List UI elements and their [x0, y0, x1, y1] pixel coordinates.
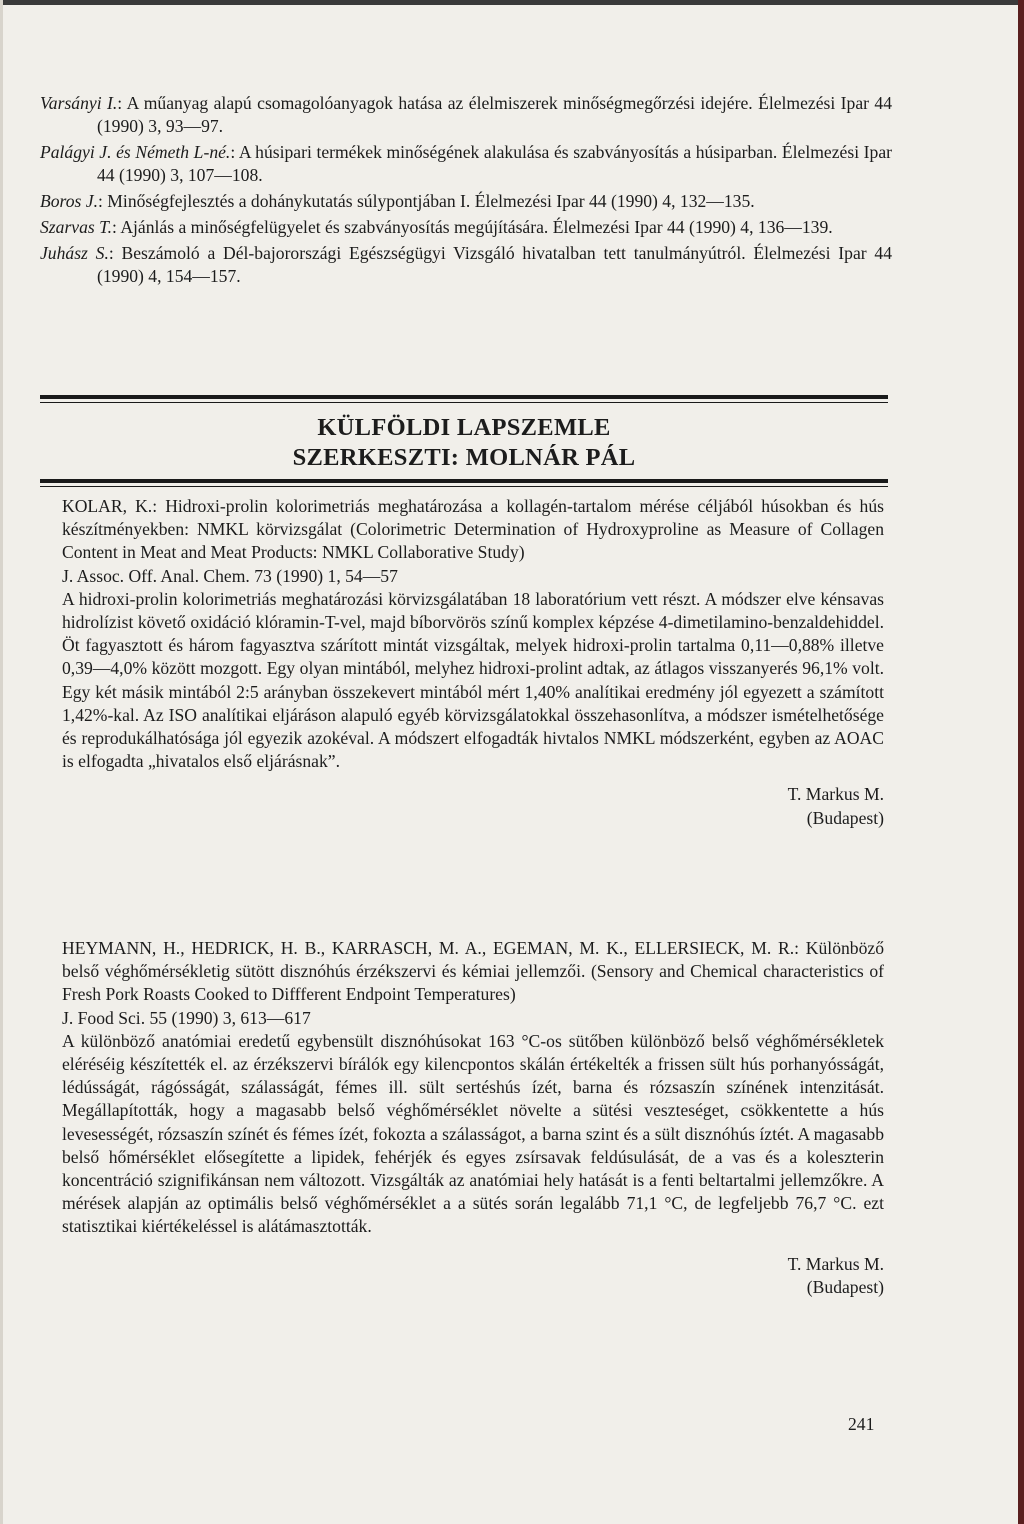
review-location: (Budapest): [806, 1276, 884, 1297]
banner-bottom-thin-rule: [40, 486, 888, 487]
reference-author: Varsányi I.: [40, 93, 118, 113]
banner-top-rule: [40, 395, 888, 399]
review-heading: KOLAR, K.: Hidroxi-prolin kolorimetriás meghatározása a kollagén-tartalom mérése céljából húsokban és hús készítményekben: NMKL körvizsgálat (Colorimetric Determination of Hydroxyproline as Measure of Collagen Content in Meat and Meat Products: NMKL Collaborative Study): [62, 496, 884, 563]
review-citation: J. Food Sci. 55 (1990) 3, 613—617: [62, 1007, 311, 1028]
scan-top-edge: [0, 0, 1024, 5]
review-citation: J. Assoc. Off. Anal. Chem. 73 (1990) 1, 54—57: [62, 565, 398, 586]
banner-top-thin-rule: [40, 402, 888, 403]
reference-item: [40, 190, 892, 213]
review-heading: HEYMANN, H., HEDRICK, H. B., KARRASCH, M. A., EGEMAN, M. K., ELLERSIECK, M. R.: Különböző belső véghőmérsékletig sütött disznóhús érzékszervi és kémiai jellemzői. (Sensory and Chemical characteristics of Fresh Pork Roasts Cooked to Diffferent Endpoint Temperatures): [62, 938, 884, 1005]
reference-item: [40, 141, 892, 187]
review-signature: T. Markus M.: [787, 1253, 884, 1274]
reference-author: Szarvas T.: [40, 217, 113, 237]
reference-list: [40, 92, 892, 291]
review-article: [62, 937, 884, 1299]
banner-bottom-rule: [40, 479, 888, 483]
section-editor: SZERKESZTI: MOLNÁR PÁL: [292, 444, 636, 471]
review-signature-block: [62, 1253, 884, 1299]
reference-author: Boros J.: [40, 191, 98, 211]
section-banner: [40, 395, 888, 487]
section-title: [40, 413, 888, 473]
reference-item: [40, 92, 892, 138]
reference-text: : A műanyag alapú csomagolóanyagok hatása az élelmiszerek minőségmegőrzési idejére. Élelmezési Ipar 44 (1990) 3, 93—97.: [97, 93, 892, 136]
reference-text: : Minőségfejlesztés a dohánykutatás súlypontjában I. Élelmezési Ipar 44 (1990) 4, 132—135.: [98, 191, 755, 211]
page-number: 241: [848, 1414, 875, 1434]
review-abstract: A különböző anatómiai eredetű egybensült disznóhúsokat 163 °C-os sütőben különböző belső véghőmérsékletek eléréséig készítették el. az érzékszervi bírálók egy kilencpontos skálán értékelték a frissen sült hús porhanyósságát, lédússágát, rágósságát, szálasságát, fémes ill. sült sertéshús ízét, barna és rózsaszín színének intenzitását. Megállapították, hogy a magasabb belső véghőmérséklet növelte a sütési veszteséget, csökkentette a hús levesességét, rózsaszín színét és fémes ízét, fokozta a szálasságot, a barna szint és a sült disznóhús íztét. A magasabb belső hőmérséklet elősegítette a lipidek, fehérjék és egyes zsírsavak feldúsulását, de a vas és a koleszterin koncentráció szignifikánsan nem változott. Vizsgálták az anatómiai hely hatását is a fenti beltartalmi jellemzőkre. A mérések alapján az optimális belső véghőmérséklet a a sütés során legalább 71,1 °C, de legfeljebb 76,7 °C. ezt statisztikai kiértékeléssel is alátámasztották.: [62, 1030, 884, 1237]
review-signature-block: [62, 783, 884, 829]
reference-text: : Ajánlás a minőségfelügyelet és szabványosítás megújítására. Élelmezési Ipar 44 (1990) 4, 136—139.: [112, 217, 833, 237]
review-signature: T. Markus M.: [787, 784, 884, 805]
reference-author: Palágyi J. és Németh L-né.: [40, 142, 231, 162]
reference-item: [40, 242, 892, 288]
reference-text: : Beszámoló a Dél-bajorországi Egészségügyi Vizsgáló hivatalban tett tanulmányútról. Élelmezési Ipar 44 (1990) 4, 154—157.: [97, 243, 892, 286]
review-article: [62, 495, 884, 830]
reference-text: : A húsipari termékek minőségének alakulása és szabványosítás a húsiparban. Élelmezési Ipar 44 (1990) 3, 107—108.: [97, 142, 892, 185]
section-title-text: KÜLFÖLDI LAPSZEMLE: [317, 414, 611, 441]
scan-right-edge: [1018, 0, 1024, 1524]
review-location: (Budapest): [806, 807, 884, 828]
review-abstract: A hidroxi-prolin kolorimetriás meghatározási körvizsgálatában 18 laboratórium vett részt. A módszer elve kénsavas hidrolízist követő oxidáció klóramin-T-vel, majd bíborvörös színű komplex képzése 4-dimetilamino-benzaldehiddel. Öt fagyasztott és három fagyasztva szárított mintát vizsgáltak, melyek hidroxi-prolin tartalma 0,11—0,88% illetve 0,39—4,0% között mozgott. Egy olyan mintából, melyhez hidroxi-prolint adtak, az átlagos visszanyerés 96,1% volt. Egy két másik mintából 2:5 arányban összekevert mintából mért 1,40% analítikai eredmény jól egyezett a számított 1,42%-kal. Az ISO analítikai eljáráson alapuló egyéb körvizsgálatokkal összehasonlítva, a módszer ismételhetősége és reprodukálhatósága jól egyezik azokéval. A módszert elfogadták hivtalos NMKL módszerként, egyben az AOAC is elfogadta „hivatalos első eljárásnak”.: [62, 588, 884, 772]
scan-left-edge: [0, 0, 3, 1524]
reference-item: [40, 216, 892, 239]
reference-author: Juhász S.: [40, 243, 109, 263]
